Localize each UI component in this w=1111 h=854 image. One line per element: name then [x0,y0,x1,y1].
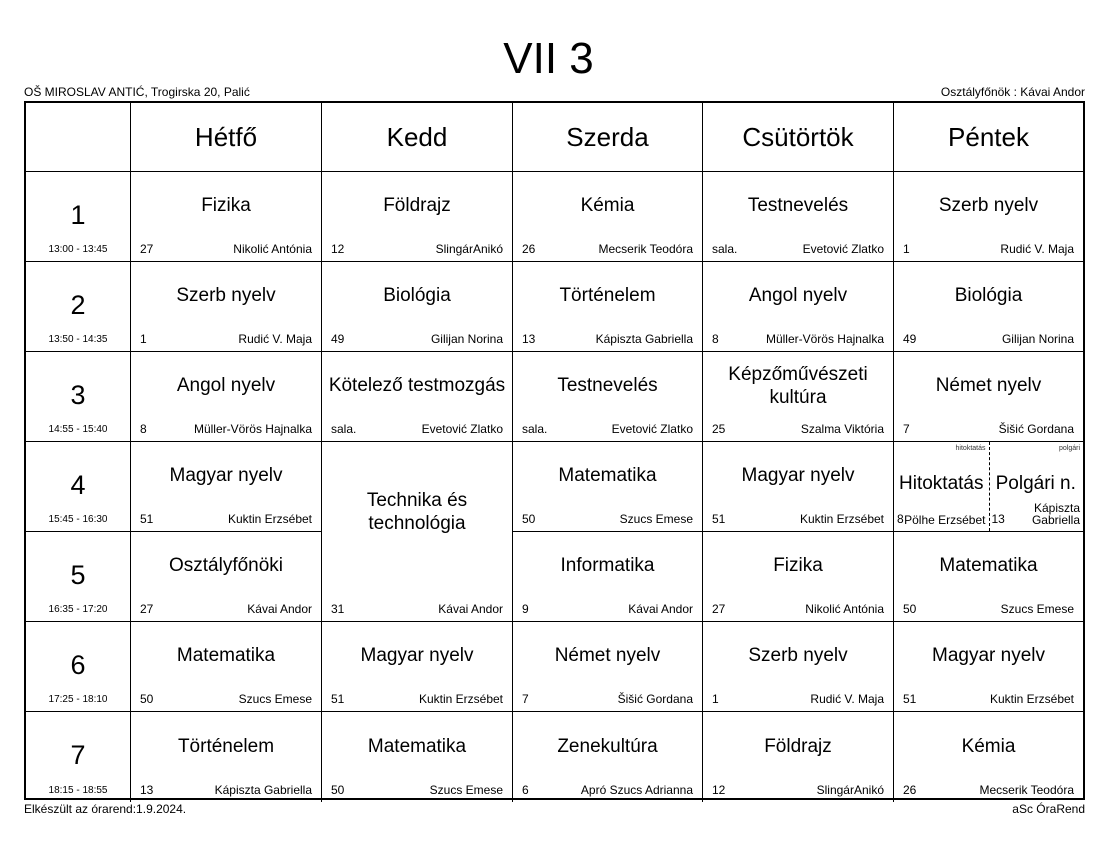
teacher-name: Evetović Zlatko [421,422,503,436]
room-number: 27 [712,602,726,616]
period-time: 15:45 - 16:30 [48,514,108,525]
room-number: 6 [522,783,529,797]
lesson-cell[interactable] [703,352,894,442]
room-number: 7 [903,422,910,436]
room-number: 13 [991,512,1005,526]
period-time: 16:35 - 17:20 [48,604,108,615]
room-number: 13 [140,783,154,797]
lesson-cell[interactable] [894,532,1083,622]
room-number: 51 [712,512,726,526]
headteacher-label: Osztályfőnök : Kávai Andor [940,85,1085,99]
room-number: sala. [712,242,738,256]
day-header-1: Kedd [322,103,513,172]
room-number: 25 [712,422,726,436]
subject-name: Képzőművészeti kultúra [728,363,868,408]
teacher-name: SlingárAnikó [435,242,503,256]
period-label-7 [26,712,131,802]
teacher-name: Gilijan Norina [430,332,503,346]
timetable-title: VII 3 [503,34,594,83]
subject-name: Magyar nyelv [360,645,474,666]
lesson-cell[interactable] [703,532,894,622]
subject-name: Kötelező testmozgás [328,375,506,396]
lesson-cell[interactable] [513,532,703,622]
lesson-cell[interactable] [513,352,703,442]
period-label-2 [26,262,131,352]
corner-cell [26,103,131,172]
period-time: 14:55 - 15:40 [48,424,108,435]
teacher-name: Kuktin Erzsébet [418,692,503,706]
teacher-name: Kuktin Erzsébet [989,692,1074,706]
period-number: 3 [70,380,86,410]
subject-name: Szerb nyelv [938,195,1039,216]
day-header-4: Péntek [894,103,1083,172]
period-label-6 [26,622,131,712]
day-header-3: Csütörtök [703,103,894,172]
lesson-cell[interactable] [703,172,894,262]
lesson-cell[interactable] [703,262,894,352]
room-number: 51 [903,692,917,706]
room-number: sala. [331,422,357,436]
period-number: 5 [70,560,86,590]
teacher-name: Müller-Vörös Hajnalka [193,422,312,436]
teacher-name: Šišić Gordana [998,422,1074,436]
lesson-cell[interactable] [894,712,1083,802]
teacher-name: Kávai Andor [628,602,693,616]
lesson-cell[interactable] [322,442,513,622]
room-number: 1 [712,692,719,706]
period-label-3 [26,352,131,442]
subject-name: Történelem [177,735,275,757]
subject-name: Földrajz [764,735,832,757]
teacher-name: Mecserik Teodóra [979,783,1074,797]
room-number: 26 [522,242,536,256]
lesson-cell[interactable] [894,172,1083,262]
lesson-cell[interactable] [703,622,894,712]
timetable-grid [24,101,1085,800]
subject-name: Történelem [559,285,656,306]
teacher-name: Rudić V. Maja [1000,242,1074,256]
teacher-name: Szucs Emese [619,512,693,526]
lesson-cell[interactable] [131,262,322,352]
subject-name: Német nyelv [554,645,661,666]
teacher-name: SlingárAnikó [816,783,884,797]
period-number: 6 [70,650,86,680]
subject-name: Szerb nyelv [748,645,848,666]
lesson-cell[interactable] [322,262,513,352]
lesson-cell[interactable] [513,712,703,802]
lesson-cell[interactable] [322,712,513,802]
lesson-cell[interactable] [131,622,322,712]
room-number: 12 [331,242,345,256]
subject-name: Szerb nyelv [176,285,276,306]
period-time: 18:15 - 18:55 [48,785,108,796]
subject-name: Magyar nyelv [932,645,1045,666]
subject-name: Testnevelés [747,195,849,216]
group-label: hitoktatás [955,445,986,452]
period-label-5 [26,532,131,622]
subject-name: Technika és technológia [366,489,468,534]
split-group-cell[interactable] [989,442,1084,531]
subject-name: Matematika [939,555,1038,576]
lesson-cell[interactable] [513,442,703,532]
room-number: 50 [522,512,536,526]
lesson-cell[interactable] [131,352,322,442]
lesson-cell[interactable] [894,442,1083,532]
lesson-cell[interactable] [513,262,703,352]
room-number: sala. [522,422,548,436]
room-number: 7 [522,692,529,706]
brand-label: aSc ÓraRend [1012,802,1085,816]
teacher-name: Nikolić Antónia [233,242,312,256]
room-number: 1 [140,332,147,346]
subject-name: Magyar nyelv [741,465,855,486]
subject-name: Osztályfőnöki [168,555,284,576]
teacher-name: Kápiszta Gabriella [595,332,693,346]
created-date: Elkészült az órarend:1.9.2024. [24,802,187,816]
lesson-cell[interactable] [131,712,322,802]
room-number: 1 [903,242,910,256]
room-number: 12 [712,783,726,797]
teacher-name: Kápiszta Gabriella [214,783,312,797]
teacher-name: Mecserik Teodóra [598,242,693,256]
subject-name: Biológia [954,285,1023,306]
room-number: 9 [522,602,529,616]
room-number: 26 [903,783,917,797]
lesson-cell[interactable] [322,352,513,442]
period-time: 13:00 - 13:45 [48,244,108,255]
lesson-cell[interactable] [322,622,513,712]
subject-name: Testnevelés [557,375,658,396]
room-number: 8 [712,332,719,346]
period-label-4 [26,442,131,532]
subject-name: Zenekultúra [557,735,658,757]
teacher-name: Szalma Viktória [800,422,884,436]
room-number: 49 [903,332,917,346]
lesson-cell[interactable] [703,442,894,532]
teacher-name: Evetović Zlatko [802,242,884,256]
subject-name: Angol nyelv [748,285,848,306]
period-time: 17:25 - 18:10 [48,694,108,705]
room-number: 50 [140,692,154,706]
period-number: 2 [70,290,86,320]
teacher-name: Evetović Zlatko [611,422,693,436]
teacher-name: Apró Szucs Adrianna [580,783,693,797]
period-number: 7 [70,740,86,770]
teacher-name: Rudić V. Maja [810,692,884,706]
lesson-cell[interactable] [131,532,322,622]
room-number: 50 [903,602,917,616]
lesson-cell[interactable] [894,622,1083,712]
teacher-name: Kápiszta Gabriella [1031,501,1080,527]
subject-name: Angol nyelv [176,375,276,396]
teacher-name: Müller-Vörös Hajnalka [765,332,884,346]
teacher-name: Rudić V. Maja [238,332,312,346]
teacher-name: Kávai Andor [438,602,503,616]
lesson-cell[interactable] [894,262,1083,352]
subject-name: Magyar nyelv [169,465,283,486]
room-number: 31 [331,602,345,616]
day-header-2: Szerda [513,103,703,172]
group-label: polgári [1058,445,1080,452]
lesson-cell[interactable] [513,622,703,712]
teacher-name: Nikolić Antónia [805,602,884,616]
lesson-cell[interactable] [513,172,703,262]
subject-name: Kémia [961,735,1016,757]
day-header-0: Hétfő [131,103,322,172]
room-number: 13 [522,332,536,346]
lesson-cell[interactable] [131,172,322,262]
teacher-name: Pölhe Erzsébet [904,513,986,527]
room-number: 49 [331,332,345,346]
teacher-name: Šišić Gordana [617,692,693,706]
subject-name: Hitoktatás [899,472,984,494]
room-number: 51 [331,692,345,706]
subject-name: Fizika [773,555,823,576]
teacher-name: Gilijan Norina [1001,332,1074,346]
subject-name: Kémia [580,195,635,216]
subject-name: Fizika [201,195,251,216]
teacher-name: Kávai Andor [247,602,312,616]
room-number: 8 [140,422,147,436]
subject-name: Matematika [558,465,657,486]
subject-name: Földrajz [383,195,451,216]
school-address: OŠ MIROSLAV ANTIĆ, Trogirska 20, Palić [24,85,250,99]
period-number: 4 [70,470,86,500]
subject-name: Polgári n. [995,472,1076,494]
subject-name: Matematika [176,645,276,666]
subject-name: Informatika [560,555,655,576]
teacher-name: Szucs Emese [429,783,503,797]
lesson-cell[interactable] [703,712,894,802]
period-number: 1 [70,200,86,230]
subject-name: Biológia [383,285,451,306]
lesson-cell[interactable] [131,442,322,532]
split-group-cell[interactable] [894,442,990,531]
room-number: 27 [140,602,154,616]
teacher-name: Kuktin Erzsébet [227,512,312,526]
lesson-cell[interactable] [894,352,1083,442]
subject-name: Német nyelv [935,375,1042,396]
subject-name: Matematika [367,735,467,757]
teacher-name: Kuktin Erzsébet [799,512,884,526]
room-number: 27 [140,242,154,256]
room-number: 8 [897,512,904,526]
room-number: 51 [140,512,154,526]
period-label-1 [26,172,131,262]
lesson-cell[interactable] [322,172,513,262]
room-number: 50 [331,783,345,797]
teacher-name: Szucs Emese [1000,602,1074,616]
period-time: 13:50 - 14:35 [48,334,108,345]
teacher-name: Szucs Emese [238,692,312,706]
